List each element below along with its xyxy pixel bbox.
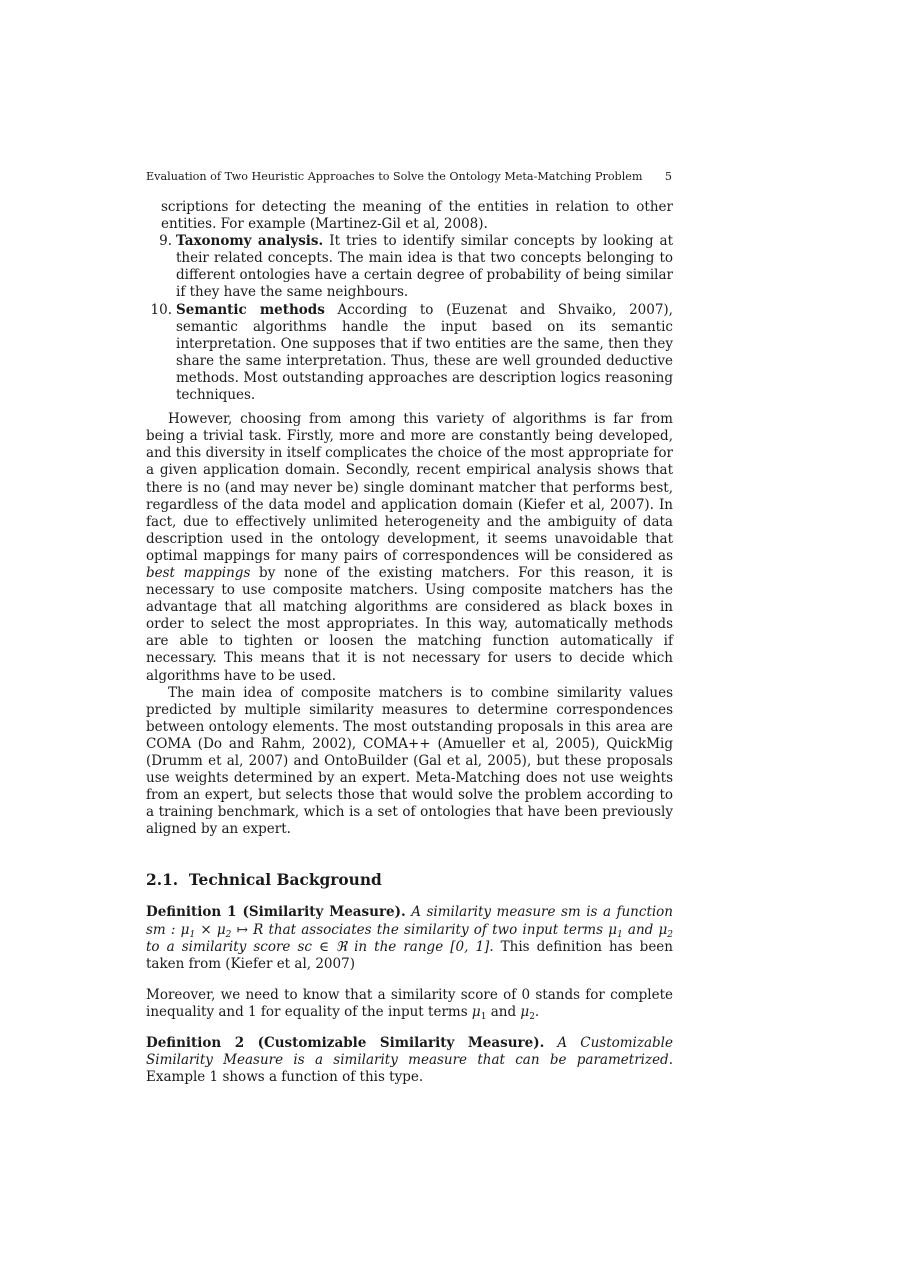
definition-tail: . Example 1 shows a function of this type. [146,1052,673,1086]
list-item-continuation: scriptions for detecting the meaning of the entities in relation to other entities. For example (Martinez-Gil et al, 2008). [161,199,673,233]
list-item-taxonomy-analysis [161,233,673,301]
definition-label: Definition 2 (Customizable Similarity Measure). [146,1035,545,1052]
section-heading [146,870,673,890]
numbered-list [150,233,673,404]
page-content [146,199,673,1086]
paragraph-composite-matchers: The main idea of composite matchers is to combine similarity values predicted by multiple similarity measures to determine correspondences between ontology elements. The most outstanding proposals in this area are COMA (Do and Rahm, 2002), COMA++ (Amueller et al, 2005), QuickMig (Drumm et al, 2007) and OntoBuilder (Gal et al, 2005), but these proposals use weights determined by an expert. Meta-Matching does not use weights from an expert, but selects those that would solve the problem according to a training benchmark, which is a set of ontologies that have been previously aligned by an expert. [146,684,673,838]
definition-statement: A similarity measure sm is a function sm : $\mu_1 \times \mu_2$ ↦ R that associates the similarity of two input terms $\mu_1$ and $\mu_2$ to a similarity score sc ∈ ℜ in the range [0, 1] [146,904,674,955]
paragraph-choosing-algorithms [146,411,673,685]
list-item-semantic-methods [150,301,673,405]
definition-1 [146,904,673,972]
definition-label: Definition 1 (Similarity Measure). [146,904,406,921]
paragraph-moreover: Moreover, we need to know that a similarity score of 0 stands for complete inequality and 1 for equality of the input terms $\mu_1$ and $\mu_2$. [146,986,673,1022]
running-title: Evaluation of Two Heuristic Approaches to Solve the Ontology Meta-Matching Problem [146,170,643,183]
paragraph-text: However, choosing from among this variety of algorithms is far from being a trivial task. Firstly, more and more are constantly being developed, and this diversity in itself complicates the choice of the most appropriate for a given application domain. Secondly, recent empirical analysis shows that there is no (and may never be) single dominant matcher that performs best, regardless of the data model and application domain (Kiefer et al, 2007). In fact, due to effectively unlimited heterogeneity and the ambiguity of data description used in the ontology development, it seems unavoidable that optimal mappings for many pairs of correspondences will be considered as [146,411,673,564]
list-item-text: According to (Euzenat and Shvaiko, 2007), semantic algorithms handle the input based on its semantic interpretation. One supposes that if two entities are the same, then they share the same interpretation. Thus, these are well grounded deductive methods. Most outstanding approaches are description logics reasoning techniques. [176,301,673,404]
definition-statement: A Customizable Similarity Measure is a similarity measure that can be parametrized [146,1035,673,1069]
definition-2 [146,1035,673,1086]
section-title: Technical Background [188,871,382,890]
list-item-term: Semantic methods [176,301,325,318]
list-item-number: 9. [159,233,172,250]
list-item-number: 10. [150,301,172,318]
emphasis-text: best mappings [146,564,251,581]
list-item-text: It tries to identify similar concepts by looking at their related concepts. The main idea is that two concepts belonging to different ontologies have a certain degree of probability of being similar if they have the same neighbours. [176,233,673,301]
paragraph-text: by none of the existing matchers. For this reason, it is necessary to use composite matchers. Using composite matchers has the advantage that all matching algorithms are considered as black boxes in order to select the most appropriates. In this way, automatically methods are able to tighten or loosen the matching function automatically if necessary. This means that it is not necessary for users to decide which algorithms have to be used. [146,564,673,684]
definition-tail: . This definition has been taken from (Kiefer et al, 2007) [146,938,673,972]
section-number: 2.1. [146,871,179,890]
running-header [146,170,672,183]
page-number: 5 [664,170,672,183]
list-item-term: Taxonomy analysis. [176,233,324,250]
